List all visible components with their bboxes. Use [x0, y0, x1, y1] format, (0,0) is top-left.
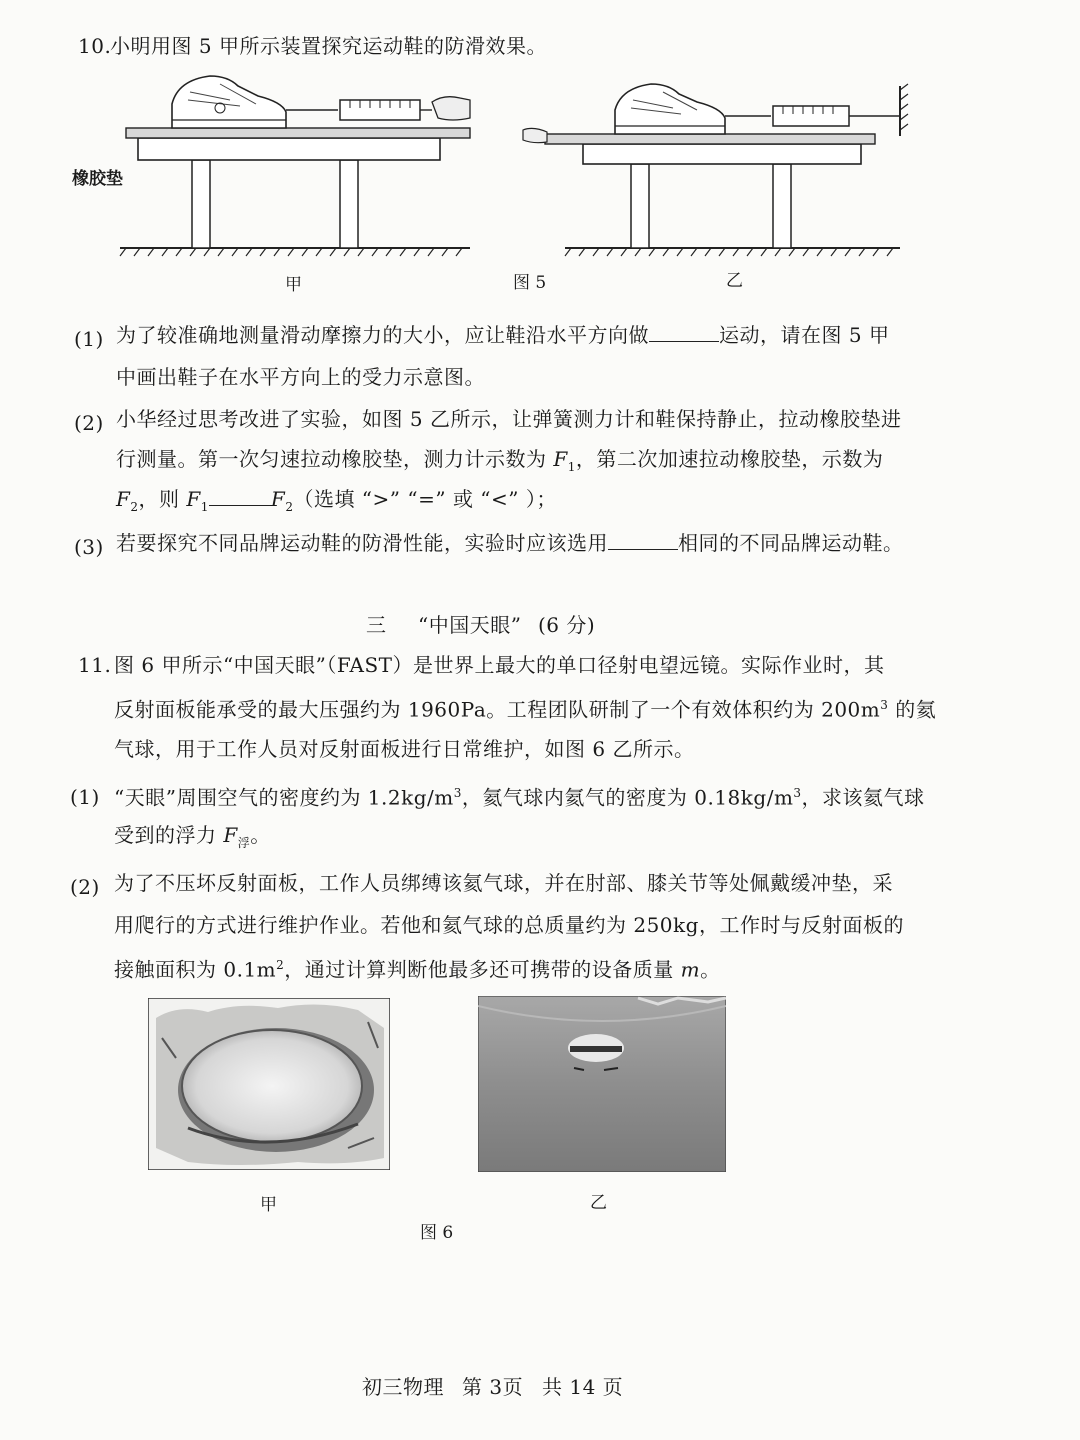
figure-6-jia-fast-telescope-photo: [148, 998, 390, 1170]
q11-p1-line1: “天眼”周围空气的密度约为 $1.2kg/m^3$，氦气球内氦气的密度为 $0.18kg/m^3$，求该氦气球: [114, 785, 925, 810]
q10-number: 10.: [78, 34, 112, 58]
q10-p1-number: (1): [74, 327, 104, 351]
q11-p1-line2: 受到的浮力 $F_浮$。: [114, 823, 271, 850]
fig6-title: 图 6: [420, 1223, 454, 1243]
q10-p2-line1: 小华经过思考改进了实验，如图 5 乙所示，让弹簧测力计和鞋保持静止，拉动橡胶垫进: [116, 407, 902, 431]
q11-p1-number: (1): [70, 785, 100, 809]
rubber-mat-label: 橡胶垫: [72, 169, 123, 189]
q10-p2-line2: 行测量。第一次匀速拉动橡胶垫，测力计示数为 $F_1$，第二次加速拉动橡胶垫，示数为: [116, 447, 884, 474]
fig5-jia-label: 甲: [285, 275, 302, 295]
q11-stem-line3: 气球，用于工作人员对反射面板进行日常维护，如图 6 乙所示。: [114, 737, 695, 761]
section-score: (6 分): [538, 613, 596, 637]
q10-p2-number: (2): [74, 411, 104, 435]
figure-5-yi: [515, 80, 915, 260]
footer-subject: 初三物理: [362, 1375, 444, 1399]
q11-p2-line1: 为了不压坏反射面板，工作人员绑缚该氦气球，并在肘部、膝关节等处佩戴缓冲垫，采: [114, 871, 893, 895]
q10-stem: 小明用图 5 甲所示装置探究运动鞋的防滑效果。: [110, 34, 547, 58]
section-title: “中国天眼”: [418, 613, 522, 637]
q10-p1-line1: 为了较准确地测量滑动摩擦力的大小，应让鞋沿水平方向做 运动，请在图 5 甲: [116, 323, 890, 347]
q11-p2-line2: 用爬行的方式进行维护作业。若他和氦气球的总质量约为 250kg，工作时与反射面板的: [114, 913, 904, 937]
q10-p1-line2: 中画出鞋子在水平方向上的受力示意图。: [116, 365, 485, 389]
figure-6-yi-helium-balloon-photo: [478, 996, 726, 1172]
q10-p3-number: (3): [74, 535, 104, 559]
q11-number: 11.: [78, 653, 112, 677]
q11-stem-line1: 图 6 甲所示“中国天眼”（FAST）是世界上最大的单口径射电望远镜。实际作业时，其: [114, 653, 885, 677]
footer-page-number: 第 3页: [462, 1375, 524, 1399]
q10-p2-line3: $F_2$，则 $F_1$ $F_2$（选填 “>” “=” 或 “<” ）；: [116, 487, 557, 514]
answer-blank[interactable]: [608, 531, 678, 550]
footer-total-pages: 共 14 页: [542, 1375, 624, 1399]
figure-5-jia: [60, 70, 480, 260]
fig5-yi-label: 乙: [726, 271, 743, 291]
answer-blank[interactable]: [209, 487, 271, 506]
q11-stem-line2: 反射面板能承受的最大压强约为 1960Pa。工程团队研制了一个有效体积约为 $200m^3$ 的氦: [114, 697, 937, 722]
fig6-yi-label: 乙: [590, 1193, 607, 1213]
section-number: 三: [366, 613, 387, 637]
fig6-jia-label: 甲: [260, 1195, 277, 1215]
fig5-title: 图 5: [513, 273, 547, 293]
answer-blank[interactable]: [649, 323, 719, 342]
q11-p2-number: (2): [70, 875, 100, 899]
q10-p3-line: 若要探究不同品牌运动鞋的防滑性能，实验时应该选用 相同的不同品牌运动鞋。: [116, 531, 904, 555]
q11-p2-line3: 接触面积为 $0.1m^2$，通过计算判断他最多还可携带的设备质量 m。: [114, 957, 721, 982]
